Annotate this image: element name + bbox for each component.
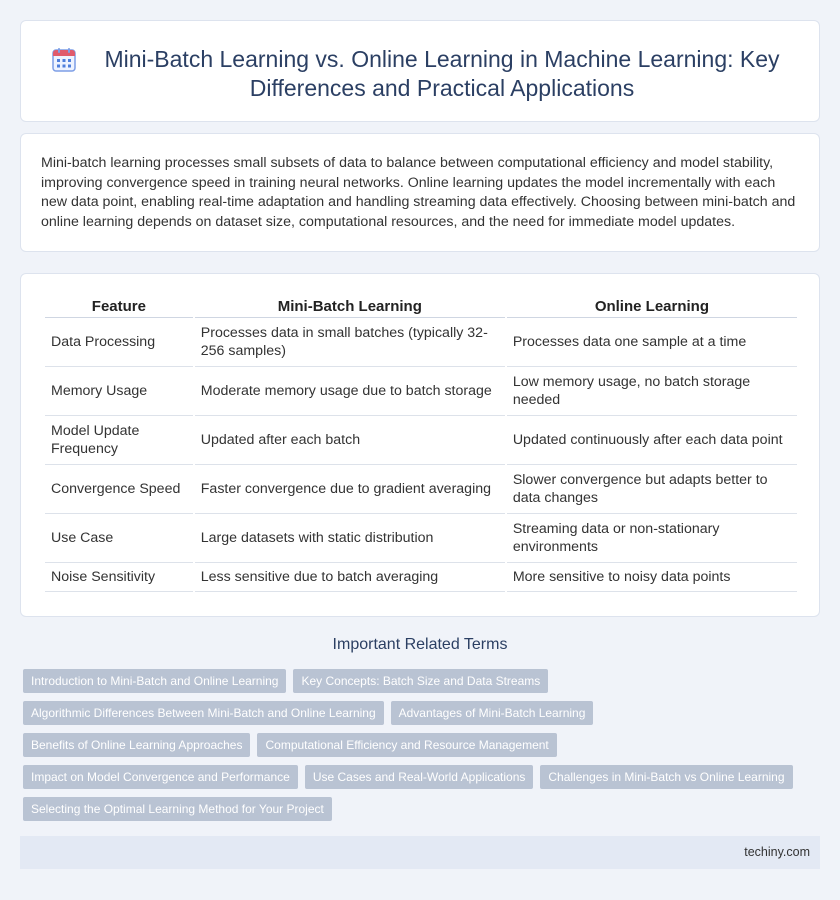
header-mini-batch: Mini-Batch Learning	[195, 296, 505, 318]
tag-row	[23, 797, 813, 821]
table-cell-online: Low memory usage, no batch storage needed	[507, 367, 797, 416]
table-cell-feature: Noise Sensitivity	[45, 563, 193, 592]
related-terms-title: Important Related Terms	[332, 636, 508, 653]
footer	[20, 836, 820, 869]
table-cell-online: Slower convergence but adapts better to data changes	[507, 465, 797, 514]
intro-paragraph: Mini-batch learning processes small subsets of data to balance between computational efficiency and model stability, improving convergence speed in training neural networks. Online learning updates the model incrementally with each new data point, enabling real-time adaptation and handling streaming data effectively. Choosing between mini-batch and online learning depends on dataset size, computational resources, and the need for immediate model updates.	[41, 155, 796, 230]
comparison-table	[43, 296, 799, 592]
table-cell-feature: Convergence Speed	[45, 465, 193, 514]
calendar-icon	[51, 47, 77, 73]
table-row	[45, 367, 797, 416]
comparison-table-card	[20, 273, 820, 617]
table-cell-online: Processes data one sample at a time	[507, 318, 797, 367]
table-cell-online: Updated continuously after each data point	[507, 416, 797, 465]
table-row	[45, 416, 797, 465]
table-cell-feature: Memory Usage	[45, 367, 193, 416]
related-term-tag[interactable]: Selecting the Optimal Learning Method for Your Project	[23, 797, 332, 821]
table-cell-mini-batch: Moderate memory usage due to batch storage	[195, 367, 505, 416]
table-cell-mini-batch: Faster convergence due to gradient averaging	[195, 465, 505, 514]
table-row	[45, 318, 797, 367]
related-term-tag[interactable]: Benefits of Online Learning Approaches	[23, 733, 250, 757]
related-term-tag[interactable]: Impact on Model Convergence and Performance	[23, 765, 298, 789]
header-card	[20, 20, 820, 122]
tag-row	[23, 701, 813, 725]
table-cell-feature: Data Processing	[45, 318, 193, 367]
related-term-tag[interactable]: Introduction to Mini-Batch and Online Learning	[23, 669, 286, 693]
table-cell-online: Streaming data or non-stationary environments	[507, 514, 797, 563]
related-terms-tags	[23, 669, 813, 829]
table-cell-mini-batch: Large datasets with static distribution	[195, 514, 505, 563]
tag-row	[23, 733, 813, 757]
related-term-tag[interactable]: Advantages of Mini-Batch Learning	[391, 701, 594, 725]
table-cell-feature: Model Update Frequency	[45, 416, 193, 465]
table-row	[45, 563, 797, 592]
page-title: Mini-Batch Learning vs. Online Learning in Machine Learning: Key Differences and Practical Applications	[104, 46, 780, 101]
intro-card	[20, 133, 820, 252]
table-row	[45, 465, 797, 514]
footer-site-name: techiny.com	[744, 845, 810, 859]
table-cell-mini-batch: Less sensitive due to batch averaging	[195, 563, 505, 592]
table-cell-mini-batch: Processes data in small batches (typically 32-256 samples)	[195, 318, 505, 367]
header-feature: Feature	[45, 296, 193, 318]
related-term-tag[interactable]: Algorithmic Differences Between Mini-Batch and Online Learning	[23, 701, 384, 725]
table-row	[45, 514, 797, 563]
table-cell-mini-batch: Updated after each batch	[195, 416, 505, 465]
related-term-tag[interactable]: Key Concepts: Batch Size and Data Streams	[293, 669, 548, 693]
title-wrap	[51, 45, 799, 103]
related-term-tag[interactable]: Computational Efficiency and Resource Management	[257, 733, 556, 757]
tag-row	[23, 669, 813, 693]
table-cell-online: More sensitive to noisy data points	[507, 563, 797, 592]
header-online: Online Learning	[507, 296, 797, 318]
related-term-tag[interactable]: Use Cases and Real-World Applications	[305, 765, 534, 789]
related-term-tag[interactable]: Challenges in Mini-Batch vs Online Learning	[540, 765, 792, 789]
tag-row	[23, 765, 813, 789]
table-cell-feature: Use Case	[45, 514, 193, 563]
table-header-row	[45, 296, 797, 318]
